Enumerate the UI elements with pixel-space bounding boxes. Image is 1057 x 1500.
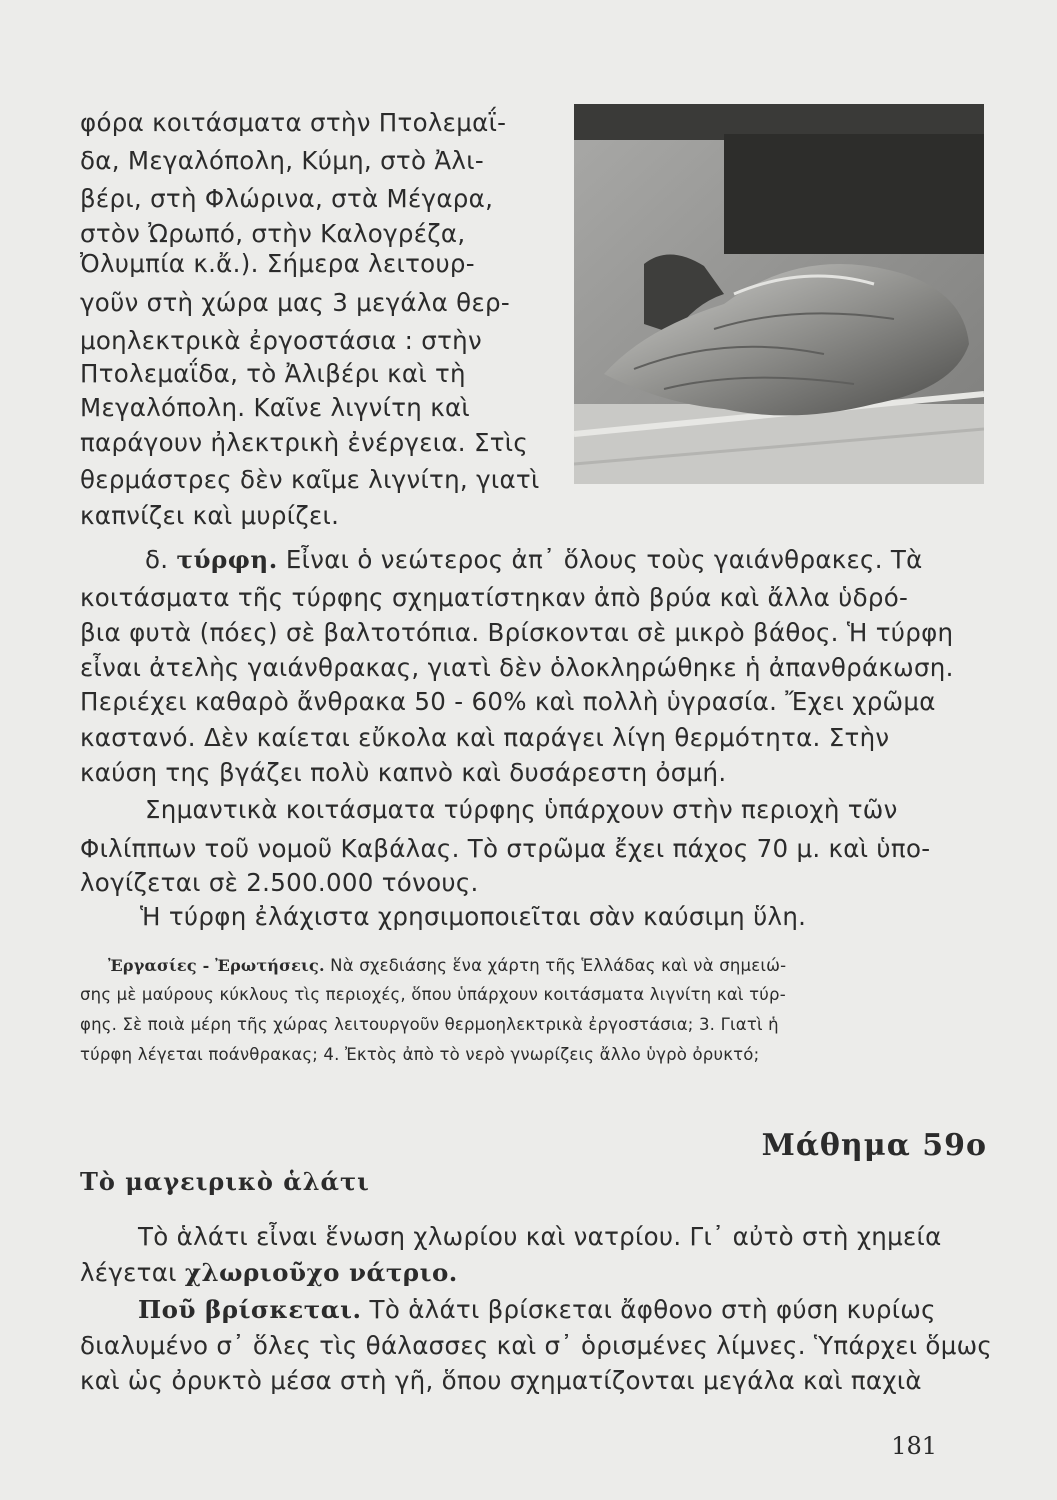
text-span: Νὰ σχεδιάσης ἕνα χάρτη τῆς Ἑλλάδας καὶ νὰ σημειώ- [324,956,787,975]
peat-sample-illustration [574,104,984,484]
text-line [80,1258,458,1287]
text-line: καύση της βγάζει πολὺ καπνὸ καὶ δυσάρεστη ὀσμή. [80,758,727,787]
text-line: Ὀλυμπία κ.ἄ.). Σήμερα λειτουρ- [80,249,475,278]
text-line: μοηλεκτρικὰ ἐργοστάσια : στὴν [80,326,482,355]
text-line: κοιτάσματα τῆς τύρφης σχηματίστηκαν ἀπὸ βρύα καὶ ἄλλα ὑδρό- [80,583,909,612]
text-line: τύρφη λέγεται ποάνθρακας; 4. Ἐκτὸς ἀπὸ τὸ νερὸ γνωρίζεις ἄλλο ὑγρὸ ὀρυκτό; [80,1045,760,1064]
chemical-name: χλωριοῦχο νάτριο. [184,1258,458,1287]
peat-sample-photo [574,104,984,484]
text-line: φης. Σὲ ποιὰ μέρη τῆς χώρας λειτουργοῦν θερμοηλεκτρικὰ ἐργοστάσια; 3. Γιατὶ ἡ [80,1015,779,1034]
text-line: φόρα κοιτάσματα στὴν Πτολεμαΐ- [80,108,507,137]
text-line: Περιέχει καθαρὸ ἄνθρακα 50 - 60% καὶ πολλὴ ὑγρασία. Ἔχει χρῶμα [80,687,936,716]
text-line: στὸν Ὠρωπό, στὴν Καλογρέζα, [80,219,466,248]
text-line: βια φυτὰ (πόες) σὲ βαλτοτόπια. Βρίσκονται σὲ μικρὸ βάθος. Ἡ τύρφη [80,618,954,647]
text-line: γοῦν στὴ χώρα μας 3 μεγάλα θερ- [80,288,511,317]
text-line: Πτολεμαΐδα, τὸ Ἀλιβέρι καὶ τὴ [80,359,466,388]
text-line: καστανό. Δὲν καίεται εὔκολα καὶ παράγει λίγη θερμότητα. Στὴν [80,723,890,752]
text-line: καπνίζει καὶ μυρίζει. [80,501,340,530]
questions-heading: Ἐργασίες - Ἐρωτήσεις. [108,956,325,975]
text-line: Σημαντικὰ κοιτάσματα τύρφης ὑπάρχουν στὴν περιοχὴ τῶν [145,795,898,824]
text-line: βέρι, στὴ Φλώρινα, στὰ Μέγαρα, [80,184,494,213]
lesson-title: Μάθημα 59ο [761,1128,987,1163]
text-line: σης μὲ μαύρους κύκλους τὶς περιοχές, ὅπου ὑπάρχουν κοιτάσματα λιγνίτη καὶ τύρ- [80,985,786,1004]
peat-term: τύρφη. [176,545,278,574]
page-number: 181 [891,1432,937,1460]
text-line: Ἡ τύρφη ἐλάχιστα χρησιμοποιεῖται σὰν καύσιμη ὕλη. [140,902,807,931]
text-span: λέγεται [80,1258,185,1287]
where-found-term: Ποῦ βρίσκεται. [138,1295,362,1324]
text-span: Τὸ ἁλάτι βρίσκεται ἄφθονο στὴ φύση κυρίως [361,1295,936,1324]
text-span: Εἶναι ὁ νεώτερος ἀπ᾽ ὅλους τοὺς γαιάνθρακες. Τὰ [277,545,923,574]
text-line: θερμάστρες δὲν καῖμε λιγνίτη, γιατὶ [80,465,540,494]
text-line: εἶναι ἀτελὴς γαιάνθρακας, γιατὶ δὲν ὁλοκληρώθηκε ἡ ἀπανθράκωση. [80,653,954,682]
text-line [145,545,923,574]
text-line [108,956,786,975]
text-line: καὶ ὡς ὀρυκτὸ μέσα στὴ γῆ, ὅπου σχηματίζονται μεγάλα καὶ παχιὰ [80,1366,922,1395]
text-line: δα, Μεγαλόπολη, Κύμη, στὸ Ἀλι- [80,146,484,175]
text-line: Τὸ ἁλάτι εἶναι ἕνωση χλωρίου καὶ νατρίου. Γι᾽ αὐτὸ στὴ χημεία [138,1222,942,1251]
text-line: λογίζεται σὲ 2.500.000 τόνους. [80,868,479,897]
text-line [138,1295,936,1324]
text-line: Μεγαλόπολη. Καῖνε λιγνίτη καὶ [80,393,470,422]
text-line: διαλυμένο σ᾽ ὅλες τὶς θάλασσες καὶ σ᾽ ὁρισμένες λίμνες. Ὑπάρχει ὅμως [80,1331,993,1360]
list-marker: δ. [145,545,177,574]
section-title: Τὸ μαγειρικὸ ἁλάτι [80,1167,370,1196]
text-line: Φιλίππων τοῦ νομοῦ Καβάλας. Τὸ στρῶμα ἔχει πάχος 70 μ. καὶ ὑπο- [80,834,931,863]
text-line: παράγουν ἠλεκτρικὴ ἐνέργεια. Στὶς [80,428,529,457]
